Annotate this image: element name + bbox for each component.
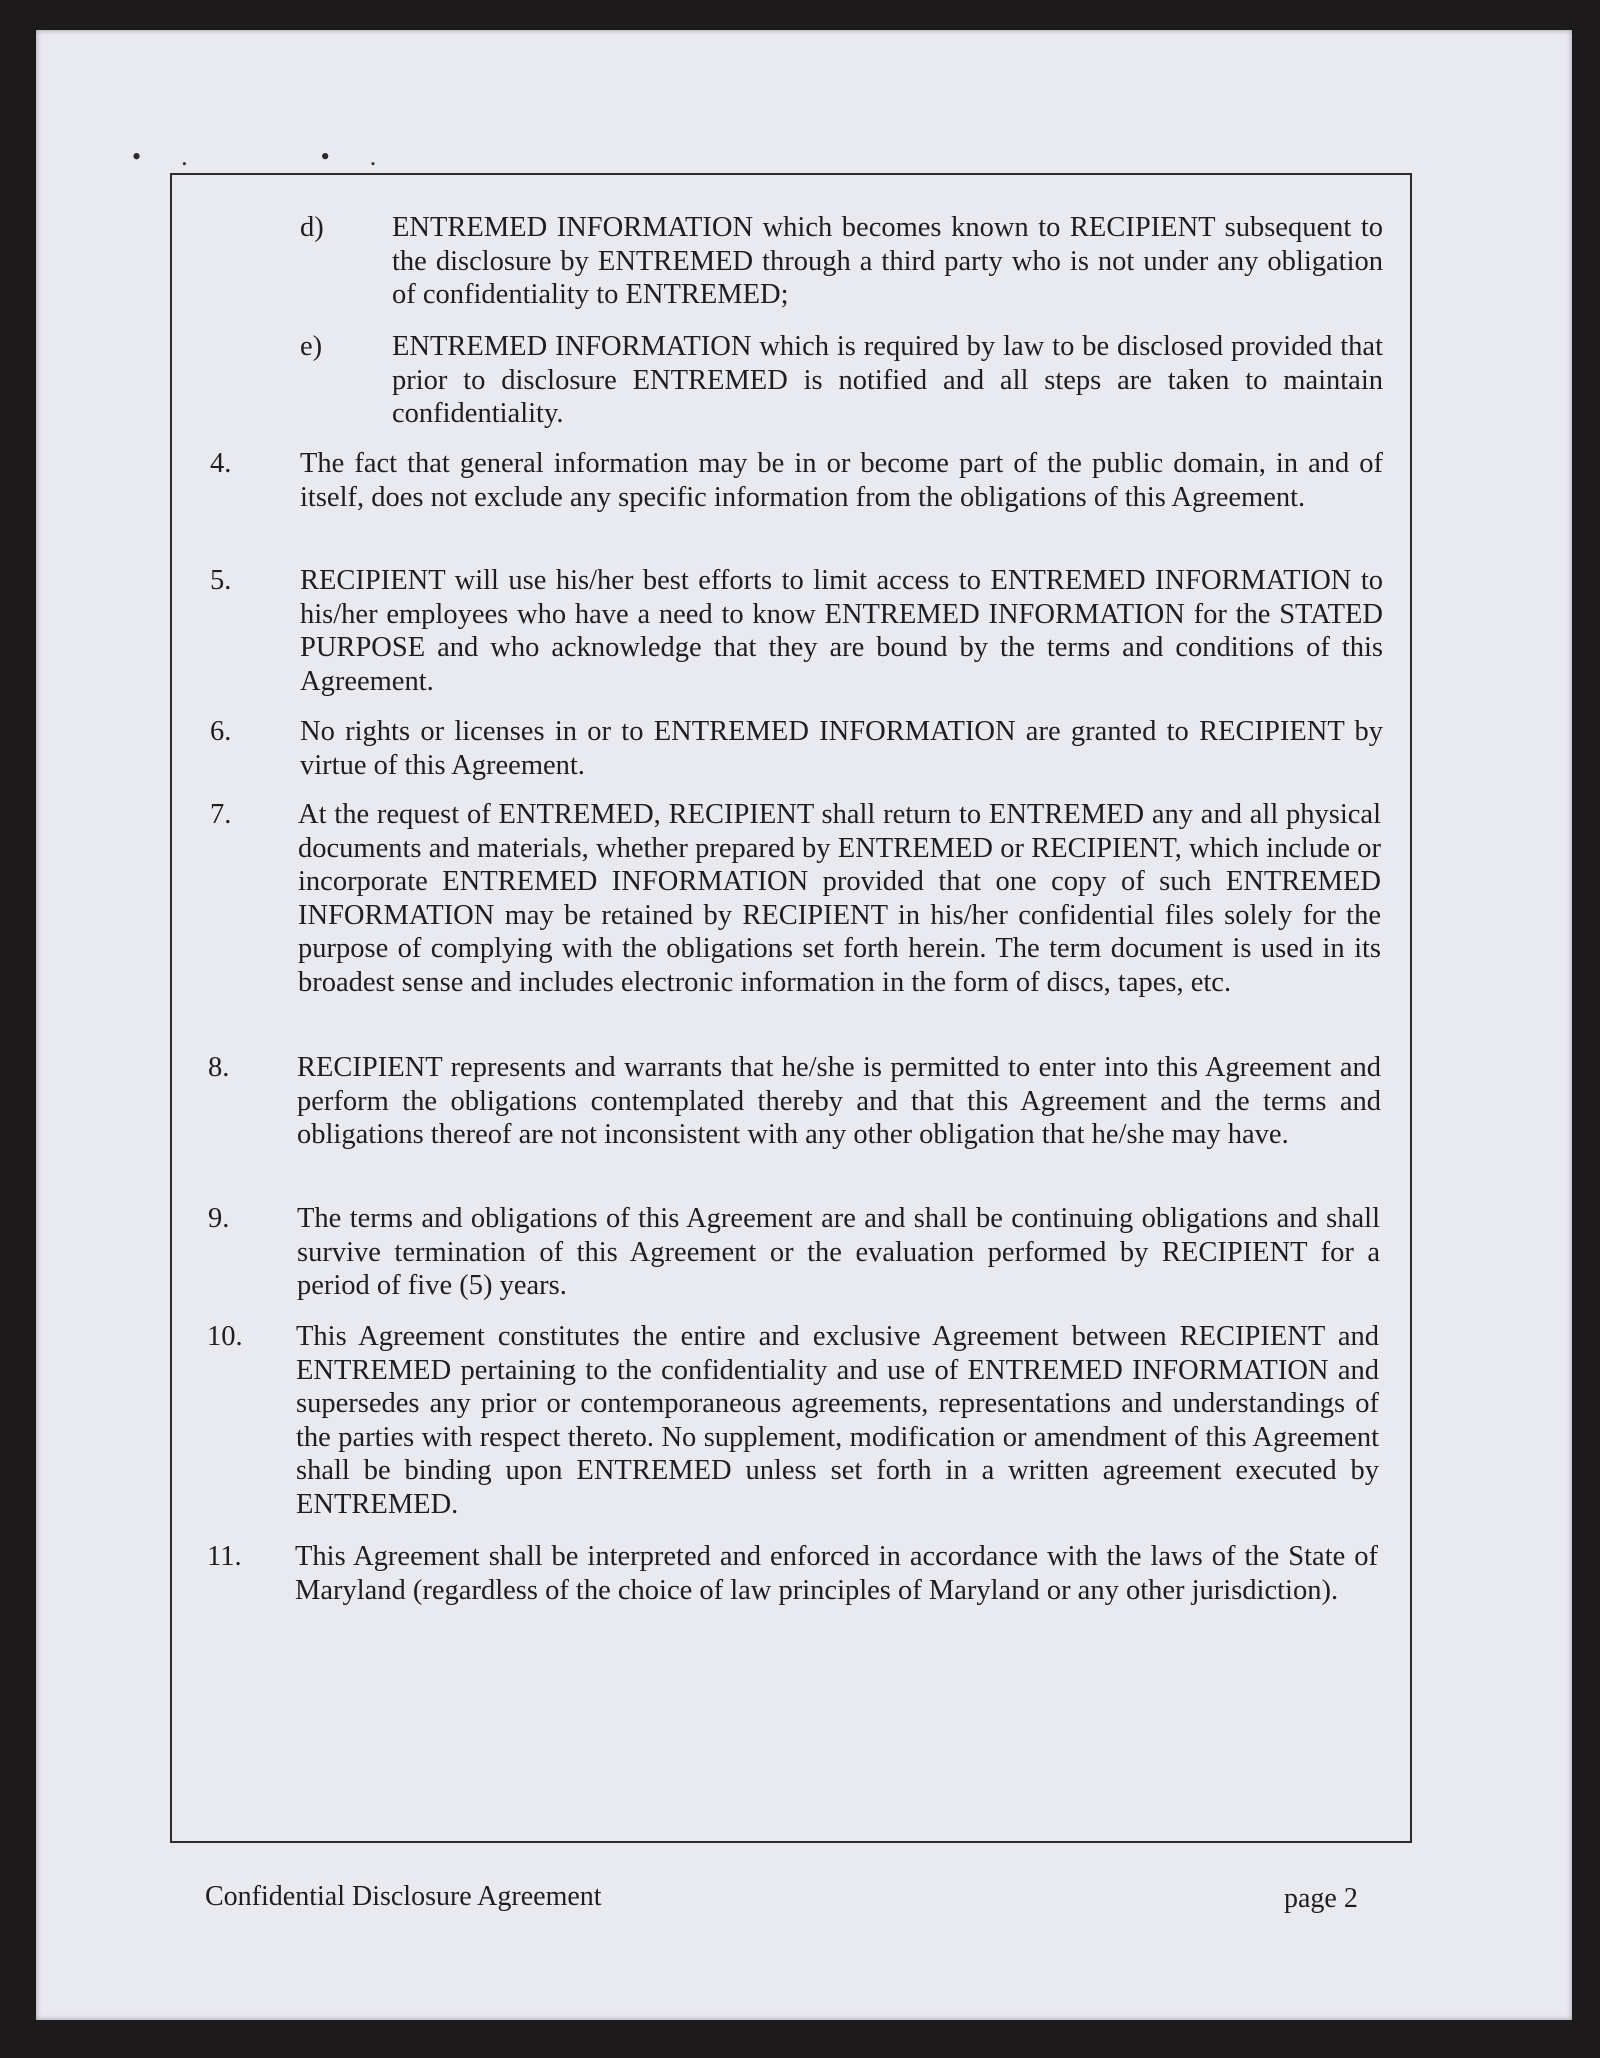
item-10-text: This Agreement constitutes the entire and exclusive Agreement between RECIPIENT and ENTREMED pertaining to the confidentiality and use of ENTREMED INFORMATION and supersedes any prior or contemporaneous agreements, representations and understandings of the parties with respect thereto. No supplement, modification or amendment of this Agreement shall be binding upon ENTREMED unless set forth in a written agreement executed by ENTREMED.	[296, 1321, 1379, 1520]
item-11-text: This Agreement shall be interpreted and enforced in accordance with the laws of the State of Maryland (regardless of the choice of law principles of Maryland or any other jurisdiction).	[295, 1541, 1378, 1606]
subitem-d-marker: d)	[300, 212, 324, 243]
item-9-number: 9.	[208, 1203, 230, 1234]
item-8-number: 8.	[208, 1052, 230, 1083]
footer-document-title: Confidential Disclosure Agreement	[205, 1881, 602, 1912]
item-4-text: The fact that general information may be in or become part of the public domain, in and of itself, does not exclude any specific information from the obligations of this Agreement.	[300, 448, 1383, 513]
scan-specks: •. •.	[132, 142, 417, 171]
subitem-d-text: ENTREMED INFORMATION which becomes known to RECIPIENT subsequent to the disclosure by ENTREMED through a third party who is not under any obligation of confidentiality to ENTREMED;	[392, 212, 1383, 310]
item-9-text: The terms and obligations of this Agreement are and shall be continuing obligations and shall survive termination of this Agreement or the evaluation performed by RECIPIENT for a period of five (5) years.	[297, 1203, 1380, 1301]
item-7-number: 7.	[210, 799, 232, 830]
item-11-number: 11.	[207, 1541, 242, 1572]
item-10-number: 10.	[207, 1321, 243, 1352]
item-6-text: No rights or licenses in or to ENTREMED INFORMATION are granted to RECIPIENT by virtue of this Agreement.	[300, 716, 1383, 781]
subitem-e-text: ENTREMED INFORMATION which is required by law to be disclosed provided that prior to disclosure ENTREMED is notified and all steps are taken to maintain confidentiality.	[392, 331, 1383, 429]
item-8-text: RECIPIENT represents and warrants that he/she is permitted to enter into this Agreement and perform the obligations contemplated thereby and that this Agreement and the terms and obligations thereof are not inconsistent with any other obligation that he/she may have.	[297, 1052, 1381, 1150]
item-5-text: RECIPIENT will use his/her best efforts to limit access to ENTREMED INFORMATION to his/her employees who have a need to know ENTREMED INFORMATION for the STATED PURPOSE and who acknowledge that they are bound by the terms and conditions of this Agreement.	[300, 565, 1383, 697]
item-5-number: 5.	[210, 565, 232, 596]
item-6-number: 6.	[210, 716, 232, 747]
item-4-number: 4.	[210, 448, 232, 479]
item-7-text: At the request of ENTREMED, RECIPIENT shall return to ENTREMED any and all physical documents and materials, whether prepared by ENTREMED or RECIPIENT, which include or incorporate ENTREMED INFORMATION provided that one copy of such ENTREMED INFORMATION may be retained by RECIPIENT in his/her confidential files solely for the purpose of complying with the obligations set forth herein. The term document is used in its broadest sense and includes electronic information in the form of discs, tapes, etc.	[298, 799, 1381, 998]
footer-page-number: page 2	[1284, 1883, 1358, 1914]
subitem-e-marker: e)	[300, 331, 323, 362]
